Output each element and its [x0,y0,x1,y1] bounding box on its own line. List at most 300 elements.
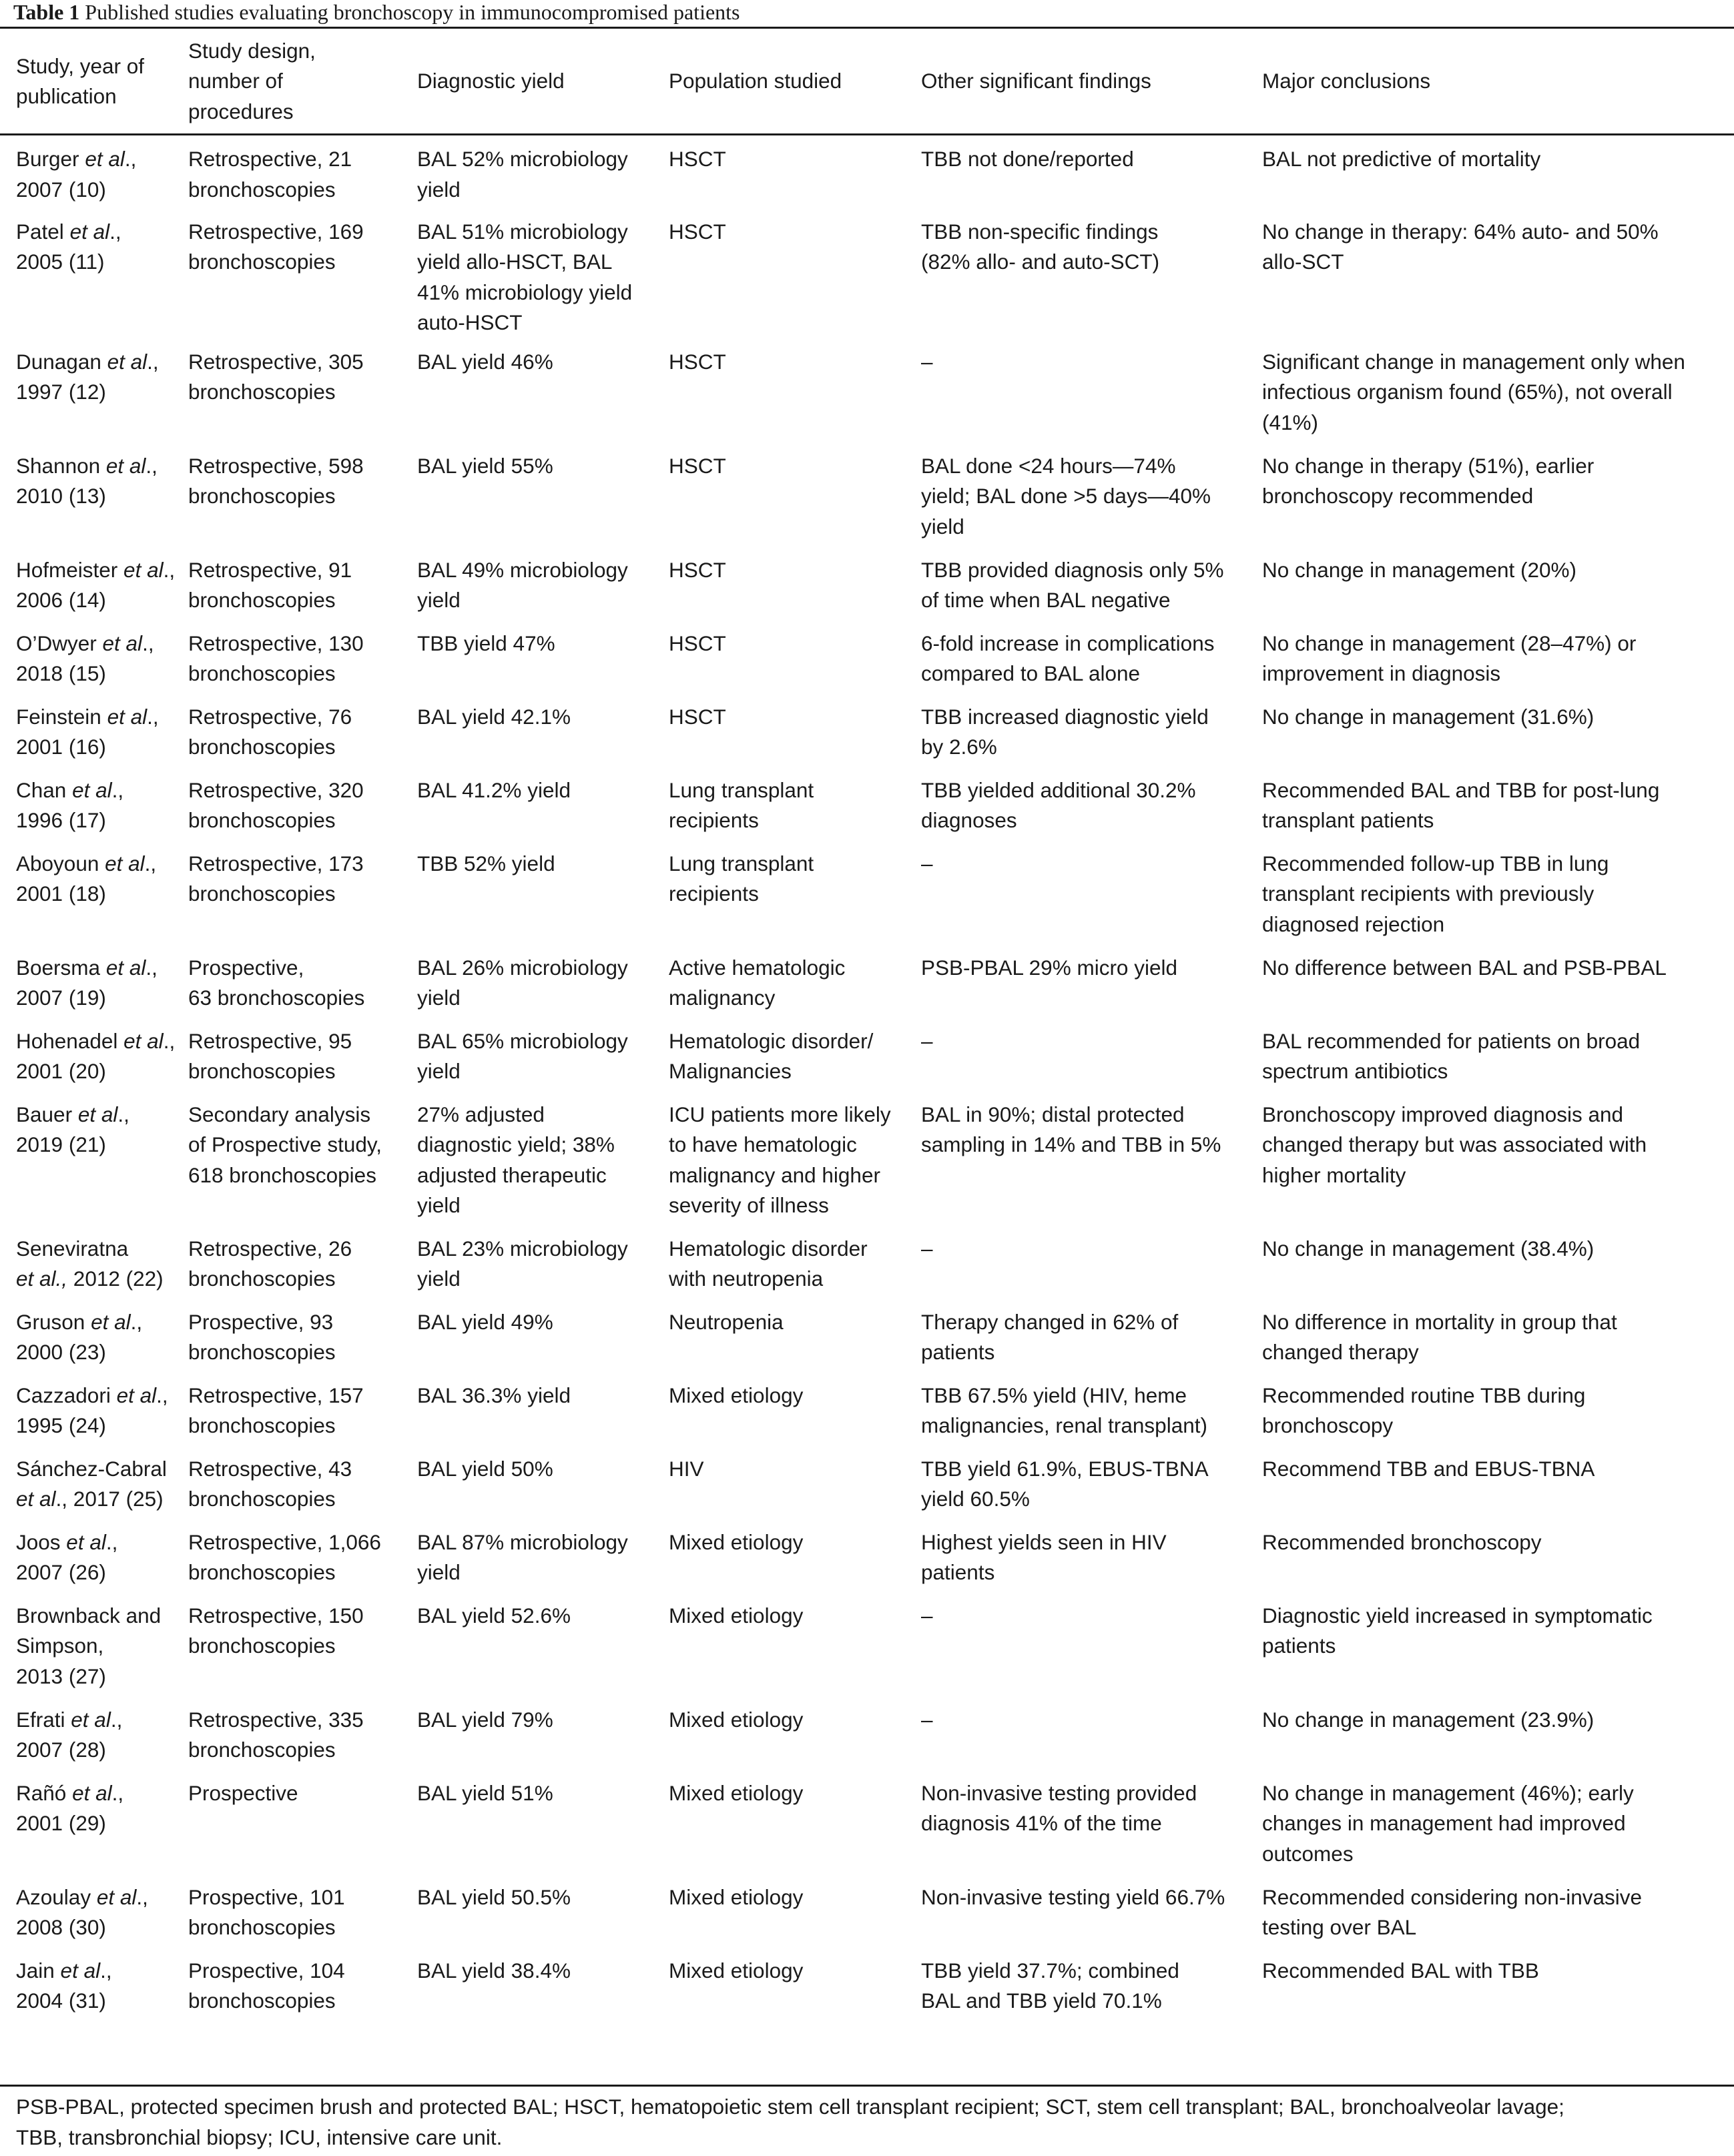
cell-design [188,208,417,338]
cell-line: diagnosed rejection [1262,912,1445,936]
cell-conclusions [1262,1519,1734,1592]
cell-design [188,338,417,442]
cell-conclusions [1262,1225,1734,1299]
column-header-study [0,29,188,135]
cell-findings [921,1592,1262,1696]
cell-findings [921,1091,1262,1225]
cell-study [0,840,188,944]
cell-line: BAL 52% microbiology [417,147,628,171]
cell-line: Recommended routine TBB during [1262,1383,1586,1407]
study-text: 2006 (14) [16,588,106,612]
cell-line: Retrospective, 173 [188,851,364,875]
cell-line: BAL yield 38.4% [417,1958,571,1983]
study-text: Bauer [16,1102,78,1126]
study-text: 2000 (23) [16,1340,106,1364]
cell-design [188,1225,417,1299]
cell-population [669,1225,921,1299]
cell-yield [417,1018,669,1091]
cell-line: BAL yield 46% [417,349,553,374]
cell-line: bronchoscopies [188,484,336,508]
cell-line: higher mortality [1262,1162,1406,1187]
cell-line: BAL yield 50.5% [417,1884,571,1909]
table-row [0,1299,1734,1372]
table-row [0,338,1734,442]
study-text: Dunagan [16,349,107,374]
study-text: ., [146,453,158,478]
cell-yield [417,208,669,338]
column-header-yield [417,29,669,135]
table-row [0,442,1734,547]
cell-population [669,1874,921,1947]
column-header-line: Major conclusions [1262,69,1431,93]
cell-line: Retrospective, 305 [188,349,364,374]
study-text: ., [136,1884,148,1909]
cell-study [0,338,188,442]
cell-yield [417,338,669,442]
cell-conclusions [1262,944,1734,1018]
cell-study [0,1592,188,1696]
cell-line: bronchoscopies [188,1340,336,1364]
cell-line: No change in management (20%) [1262,557,1577,582]
column-header-conclusions [1262,29,1734,135]
cell-yield [417,693,669,767]
cell-findings [921,1874,1262,1947]
cell-conclusions [1262,1947,1734,2021]
cell-line: yield [417,986,461,1010]
cell-line: bronchoscopies [188,1915,336,1939]
footnote-line-1: PSB-PBAL, protected specimen brush and protected BAL; HSCT, hematopoietic stem cell transplant recipient; SCT, stem cell transplant; BAL, bronchoalveolar lavage; [16,2095,1564,2119]
cell-line: Highest yields seen in HIV [921,1529,1167,1554]
cell-line: Mixed etiology [669,1780,804,1805]
cell-line: – [921,1236,933,1261]
cell-line: Retrospective, 43 [188,1456,352,1481]
column-header-line: Study design, [188,38,316,63]
cell-line: ICU patients more likely [669,1102,891,1126]
cell-yield [417,547,669,620]
study-etal: et al [69,219,110,244]
cell-line: BAL 41.2% yield [417,777,571,802]
study-text: Feinstein [16,704,107,729]
cell-line: yield [417,177,461,202]
cell-line: Mixed etiology [669,1383,804,1407]
cell-line: outcomes [1262,1841,1354,1866]
cell-line: Prospective, 93 [188,1309,334,1334]
cell-conclusions [1262,208,1734,338]
cell-line: bronchoscopies [188,1059,336,1083]
cell-line: BAL done <24 hours—74% [921,453,1176,478]
table-row [0,767,1734,840]
cell-population [669,1372,921,1445]
study-text: Shannon [16,453,106,478]
cell-yield [417,1445,669,1519]
cell-line: bronchoscopies [188,177,336,202]
cell-line: Active hematologic [669,955,846,980]
cell-population [669,135,921,208]
cell-line: BAL yield 55% [417,453,553,478]
cell-yield [417,944,669,1018]
cell-line: BAL yield 50% [417,1456,553,1481]
cell-line: BAL 26% microbiology [417,955,628,980]
cell-line: yield [417,1560,461,1584]
cell-line: Recommended considering non-invasive [1262,1884,1643,1909]
study-text: ., [110,1707,123,1732]
cell-findings [921,944,1262,1018]
study-etal: et al [60,1958,101,1983]
cell-population [669,944,921,1018]
cell-findings [921,840,1262,944]
study-text: Efrati [16,1707,71,1732]
bottom-rule [0,2085,1734,2087]
cell-line: Prospective [188,1780,298,1805]
studies-table [0,29,1734,2021]
cell-line: Recommended bronchoscopy [1262,1529,1542,1554]
cell-line: HSCT [669,557,726,582]
cell-line: Diagnostic yield increased in symptomatic [1262,1603,1653,1628]
cell-population [669,1696,921,1770]
column-header-findings [921,29,1262,135]
table-row [0,693,1734,767]
cell-yield [417,840,669,944]
table-row [0,1947,1734,2021]
cell-line: Retrospective, 1,066 [188,1529,381,1554]
cell-study [0,547,188,620]
study-text: 2001 (29) [16,1811,106,1835]
cell-study [0,135,188,208]
cell-conclusions [1262,1770,1734,1874]
study-text: ., [124,147,137,171]
cell-line: TBB yield 37.7%; combined [921,1958,1179,1983]
cell-conclusions [1262,135,1734,208]
cell-line: bronchoscopies [188,1413,336,1437]
cell-line: spectrum antibiotics [1262,1059,1448,1083]
study-text: 2012 (22) [67,1267,164,1291]
cell-population [669,442,921,547]
table-row [0,1445,1734,1519]
cell-study [0,1299,188,1372]
cell-line: bronchoscopies [188,808,336,832]
cell-line: No change in management (28–47%) or [1262,631,1637,655]
study-text: ., [156,1383,168,1407]
cell-line: bronchoscopies [188,735,336,759]
study-text: ., [105,1529,118,1554]
cell-conclusions [1262,1299,1734,1372]
cell-line: TBB not done/reported [921,147,1134,171]
study-text: Jain [16,1958,61,1983]
cell-study [0,1018,188,1091]
table-row [0,1874,1734,1947]
cell-conclusions [1262,1445,1734,1519]
study-text: 2001 (18) [16,881,106,906]
cell-line: yield [417,1193,461,1217]
cell-line: bronchoscopies [188,1634,336,1658]
study-text: Burger [16,147,85,171]
table-row [0,1372,1734,1445]
study-text: 2018 (15) [16,661,106,685]
study-text: ., [111,1780,124,1805]
cell-line: BAL 51% microbiology [417,219,628,244]
study-etal: et al [107,704,148,729]
cell-line: TBB increased diagnostic yield [921,704,1209,729]
table-row [0,944,1734,1018]
cell-line: transplant patients [1262,808,1434,832]
study-text: 2001 (16) [16,735,106,759]
study-text: Aboyoun [16,851,105,875]
table-row [0,547,1734,620]
study-text: 2007 (28) [16,1738,106,1762]
cell-findings [921,1225,1262,1299]
cell-conclusions [1262,442,1734,547]
cell-findings [921,693,1262,767]
table-row [0,1770,1734,1874]
cell-line: diagnoses [921,808,1017,832]
cell-study [0,1372,188,1445]
cell-design [188,135,417,208]
study-etal: et al [105,851,145,875]
cell-line: Retrospective, 320 [188,777,364,802]
cell-yield [417,1225,669,1299]
cell-yield [417,442,669,547]
cell-study [0,208,188,338]
cell-line: (41%) [1262,410,1319,434]
cell-line: testing over BAL [1262,1915,1417,1939]
study-etal: et al [105,955,146,980]
cell-line: BAL 65% microbiology [417,1028,628,1053]
cell-line: yield allo-HSCT, BAL [417,250,613,274]
cell-line: patients [1262,1634,1336,1658]
table-caption [13,0,740,25]
column-header-line: procedures [188,99,294,123]
cell-yield [417,135,669,208]
study-text: ., 2017 (25) [55,1487,164,1511]
cell-yield [417,1874,669,1947]
cell-line: diagnosis 41% of the time [921,1811,1162,1835]
cell-design [188,1372,417,1445]
column-header-line: Population studied [669,69,842,93]
study-text: Boersma [16,955,106,980]
cell-line: HSCT [669,147,726,171]
table-caption-text: Published studies evaluating bronchoscopy in immunocompromised patients [85,0,740,24]
study-etal: et al [102,631,143,655]
study-text: Gruson [16,1309,91,1334]
cell-line: BAL 49% microbiology [417,557,628,582]
cell-design [188,1519,417,1592]
cell-line: 6-fold increase in complications [921,631,1215,655]
cell-line: yield [921,514,964,538]
study-etal: et al [72,1780,112,1805]
cell-conclusions [1262,1874,1734,1947]
cell-population [669,1947,921,2021]
cell-population [669,1091,921,1225]
cell-line: bronchoscopies [188,1267,336,1291]
cell-line: Retrospective, 169 [188,219,364,244]
cell-line: Hematologic disorder [669,1236,868,1261]
study-etal: et al [77,1102,118,1126]
cell-line: of Prospective study, [188,1132,382,1156]
cell-line: No change in management (23.9%) [1262,1707,1595,1732]
study-text: Azoulay [16,1884,97,1909]
cell-line: HSCT [669,219,726,244]
cell-yield [417,767,669,840]
cell-study [0,1947,188,2021]
cell-line: Hematologic disorder/ [669,1028,874,1053]
table-caption-label: Table 1 [13,0,80,24]
cell-line: BAL yield 52.6% [417,1603,571,1628]
cell-line: Secondary analysis [188,1102,371,1126]
cell-conclusions [1262,547,1734,620]
cell-design [188,547,417,620]
cell-line: to have hematologic [669,1132,857,1156]
cell-design [188,1947,417,2021]
cell-study [0,1225,188,1299]
cell-line: adjusted therapeutic [417,1162,607,1187]
cell-conclusions [1262,840,1734,944]
cell-findings [921,135,1262,208]
cell-line: Retrospective, 130 [188,631,364,655]
cell-conclusions [1262,620,1734,693]
cell-line: BAL not predictive of mortality [1262,147,1541,171]
cell-line: Retrospective, 335 [188,1707,364,1732]
cell-population [669,1592,921,1696]
cell-line: HSCT [669,349,726,374]
cell-line: bronchoscopies [188,1738,336,1762]
study-text: ., [111,777,124,802]
study-text: ., [147,704,159,729]
cell-line: yield; BAL done >5 days—40% [921,484,1211,508]
cell-findings [921,620,1262,693]
cell-line: bronchoscopies [188,1989,336,2013]
cell-line: yield [417,588,461,612]
cell-line: Retrospective, 76 [188,704,352,729]
study-etal: et al [66,1529,106,1554]
cell-line: PSB-PBAL 29% micro yield [921,955,1177,980]
cell-line: of time when BAL negative [921,588,1171,612]
table-row [0,840,1734,944]
study-text: 2013 (27) [16,1664,106,1688]
cell-line: Non-invasive testing provided [921,1780,1197,1805]
cell-findings [921,338,1262,442]
cell-line: yield [417,1267,461,1291]
cell-design [188,442,417,547]
study-text: 2007 (19) [16,986,106,1010]
cell-line: Mixed etiology [669,1707,804,1732]
cell-findings [921,1372,1262,1445]
table-row [0,1225,1734,1299]
cell-line: 27% adjusted [417,1102,545,1126]
cell-line: No change in management (46%); early [1262,1780,1634,1805]
study-text: Rañó [16,1780,73,1805]
study-text: ., [130,1309,143,1334]
study-etal: et al [116,1383,157,1407]
study-etal: et al [123,1028,164,1053]
study-text: 1996 (17) [16,808,106,832]
cell-population [669,693,921,767]
cell-line: TBB yielded additional 30.2% [921,777,1196,802]
cell-line: No difference in mortality in group that [1262,1309,1617,1334]
cell-design [188,1770,417,1874]
cell-line: patients [921,1340,995,1364]
study-text: ., [142,631,154,655]
cell-findings [921,1770,1262,1874]
study-text: Chan [16,777,73,802]
cell-population [669,767,921,840]
cell-design [188,693,417,767]
cell-line: Retrospective, 598 [188,453,364,478]
study-text: 2001 (20) [16,1059,106,1083]
study-etal: et al [123,557,164,582]
cell-line: – [921,851,933,875]
table-row [0,1091,1734,1225]
study-text: ., [147,349,159,374]
cell-line: yield 60.5% [921,1487,1030,1511]
cell-line: with neutropenia [669,1267,824,1291]
cell-line: BAL recommended for patients on broad [1262,1028,1641,1053]
column-header-design [188,29,417,135]
cell-line: auto-HSCT [417,310,523,334]
cell-line: diagnostic yield; 38% [417,1132,615,1156]
cell-yield [417,1091,669,1225]
study-text: 2005 (11) [16,250,105,274]
column-header-line: publication [16,84,117,108]
study-text: 2019 (21) [16,1132,106,1156]
cell-conclusions [1262,1018,1734,1091]
cell-line: Retrospective, 26 [188,1236,352,1261]
cell-findings [921,1519,1262,1592]
cell-line: Recommended BAL and TBB for post-lung [1262,777,1660,802]
cell-line: Mixed etiology [669,1603,804,1628]
cell-line: bronchoscopies [188,250,336,274]
cell-line: Mixed etiology [669,1884,804,1909]
cell-findings [921,442,1262,547]
cell-line: (82% allo- and auto-SCT) [921,250,1160,274]
cell-yield [417,1372,669,1445]
cell-line: bronchoscopy [1262,1413,1394,1437]
cell-line: TBB yield 61.9%, EBUS-TBNA [921,1456,1209,1481]
cell-line: Recommended follow-up TBB in lung [1262,851,1609,875]
cell-line: BAL 36.3% yield [417,1383,571,1407]
table-row [0,1519,1734,1592]
cell-line: Retrospective, 150 [188,1603,364,1628]
study-etal: et al [16,1487,56,1511]
cell-line: bronchoscopy recommended [1262,484,1534,508]
column-header-population [669,29,921,135]
cell-conclusions [1262,1372,1734,1445]
cell-line: No change in therapy: 64% auto- and 50% [1262,219,1659,244]
study-text: ., [163,1028,176,1053]
cell-line: HSCT [669,631,726,655]
cell-line: Neutropenia [669,1309,784,1334]
cell-line: yield [417,1059,461,1083]
cell-line: sampling in 14% and TBB in 5% [921,1132,1221,1156]
cell-design [188,1299,417,1372]
cell-line: Lung transplant [669,777,814,802]
cell-yield [417,620,669,693]
cell-design [188,1445,417,1519]
cell-line: Recommended BAL with TBB [1262,1958,1539,1983]
table-row [0,208,1734,338]
cell-line: bronchoscopies [188,1560,336,1584]
cell-line: – [921,1707,933,1732]
cell-findings [921,1018,1262,1091]
cell-line: TBB 52% yield [417,851,555,875]
study-text: Simpson, [16,1634,104,1658]
cell-design [188,620,417,693]
cell-yield [417,1947,669,2021]
cell-line: Retrospective, 91 [188,557,352,582]
cell-yield [417,1592,669,1696]
table-row [0,1696,1734,1770]
table-row [0,135,1734,208]
cell-line: BAL and TBB yield 70.1% [921,1989,1162,2013]
